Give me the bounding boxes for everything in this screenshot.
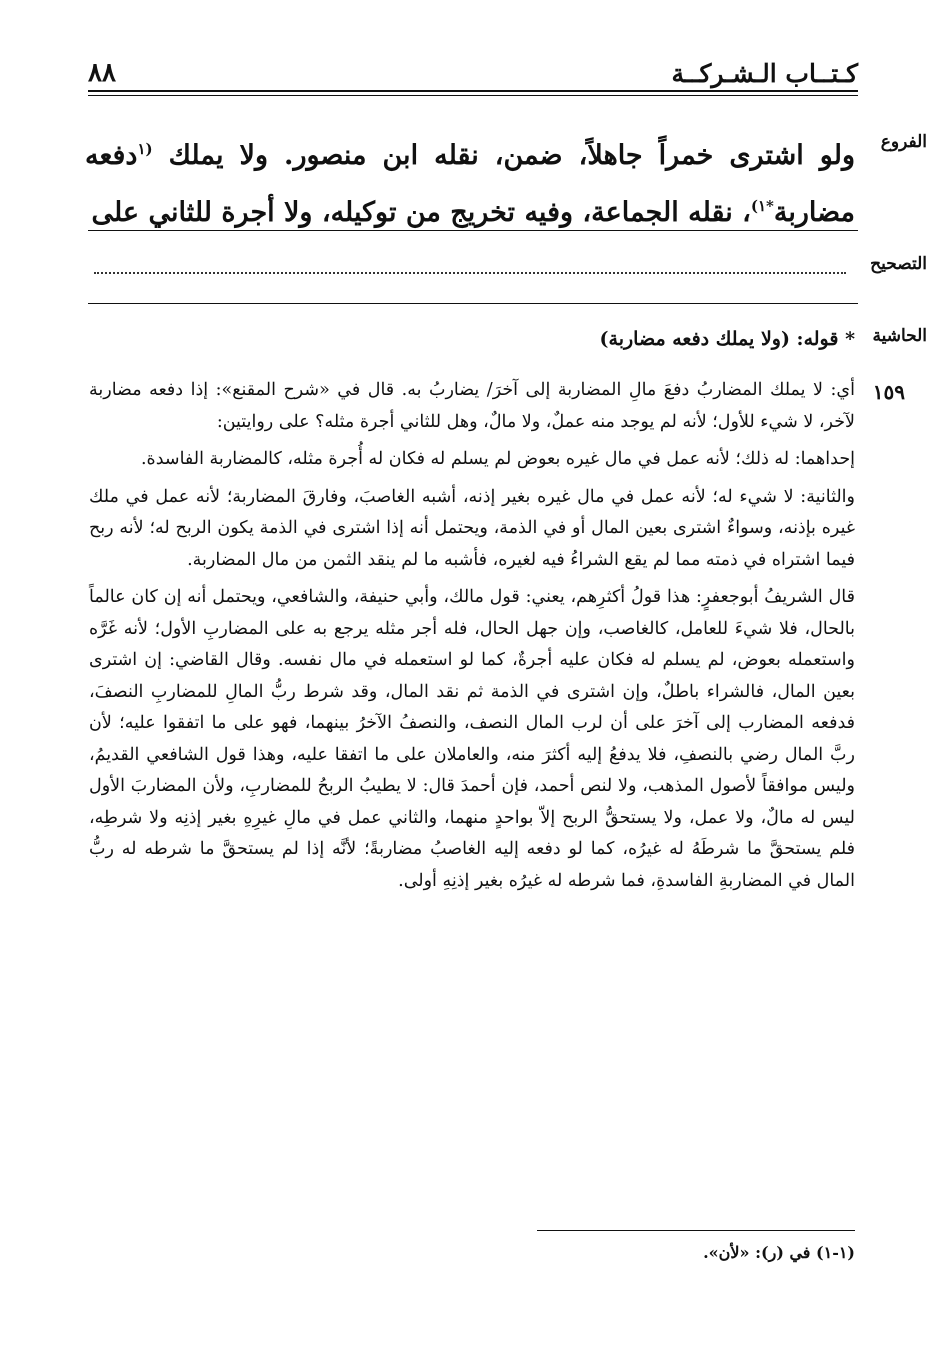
book-title: كـتــاب الـشـركــة [671,59,858,88]
footnote-marker-open: (١ [137,140,153,158]
furu-text [85,124,855,238]
header-rule-top [88,90,858,92]
footnote-rule [537,1230,855,1231]
furu-text-part-1: ولو اشترى خمراً جاهلاً، ضمن، نقله ابن منصور. ولا يملك [168,140,855,171]
footnote: (١-١) في (ر): «لأن». [703,1243,855,1262]
furu-text-part-3: ، نقله الجماعة، وفيه تخريج من توكيله، ولا أجرة للثاني على [91,197,751,228]
furu-divider [88,230,858,231]
section-number: ١٥٩ [872,380,905,404]
hashiya-paragraph: قال الشريفُ أبوجعفرٍ: هذا قولُ أكثرِهم، يعني: قول مالك، وأبي حنيفة، والشافعي، ويحتمل أنه إن كان عالماً بالحال، فلا شيءَ للعامل، كالغاصب، وإن جهل الحال، فله أجر مثله يرجع به على المضاربِ الأول؛ لأنه غَرَّه واستعمله بعوض، لم يسلم له فكان عليه أجرةٌ، كما لو استعمله في مال نفسه. وقال القاضي: إن اشترى بعين المال، فالشراء باطلٌ، وإن اشترى في الذمة ثم نقد المال، وقد شرط ربُّ المالِ للمضاربِ النصفَ، فدفعه المضارب إلى آخرَ على أن لرب المال النصف، والنصفُ الآخرُ بينهما، فهو على ما اتفقوا عليه؛ لأن ربَّ المال رضي بالنصفِ، فلا يدفعُ إليه أكثرَ منه، والعاملان على ما اتفقا عليه، وهذا قول الشافعي القديمُ، وليس موافقاً لأصول المذهب، ولا لنص أحمد، فإن أحمدَ قال: لا يطيبُ الربحُ للمضاربِ، ولأن المضاربَ الأول ليس له مالٌ، ولا عمل، ولا يستحقُّ الربح إلاّ بواحدٍ منهما، والثاني عمل في مالِ غيرِهِ بغير إذنِه ولا شرطِه، فلم يستحقَّ ما شرطَهُ له غيرُه، كما لو دفعه إليه الغاصبُ مضاربةً؛ لأنَّه إذا لم يستحقَّ ما شرطه له ربُّ المال في المضاربةِ الفاسدةِ، فما شرطه له غيرُه بغير إذنِهِ أولى. [89,587,855,891]
tashih-dotted-line [94,252,846,274]
hashiya-paragraph: إحداهما: له ذلك؛ لأنه عمل في مال غيره بعوض لم يسلم له فكان له أُجرة مثله، كالمضاربة الفاسدة. [140,449,855,469]
label-tashih: التصحيح [870,254,927,274]
label-hashiya: الحاشية [872,326,927,346]
hashiya-heading: * قوله: (ولا يملك دفعه مضاربة) [599,328,855,350]
page-header [88,52,858,88]
page-number: ٨٨ [88,58,116,88]
footnote-marker-close: *١) [750,197,774,215]
tashih-divider [88,303,858,304]
hashiya-paragraph: والثانية: لا شيء له؛ لأنه عمل في مال غيره بغير إذنه، أشبه الغاصبَ، وفارقَ المضاربة؛ لأنه عمل في ملك غيره بإذنه، وسواءٌ اشترى بعين المال أو في الذمة، ويحتمل أنه إذا اشترى في الذمة يكون الربح له؛ لأنه ربح فيما اشتراه في ذمته مما لم يقع الشراءُ فيه لغيره، فأشبه ما لم ينقد الثمن من مال المضاربة. [89,486,855,570]
label-furu: الفروع [880,132,927,152]
hashiya-body [89,375,855,903]
furu-text-part-2: دفعه مضاربة [85,140,855,228]
hashiya-paragraph: أي: لا يملك المضاربُ دفعَ مالِ المضاربة إلى آخرَ/ يضاربُ به. قال في «شرح المقنع»: إذا دفعه مضاربة لآخر، لا شيء للأول؛ لأنه لم يوجد منه عملٌ، ولا مالٌ، وهل للثاني أجرة مثله؟ على روايتين: [89,380,855,432]
header-rule-bottom [88,95,858,96]
